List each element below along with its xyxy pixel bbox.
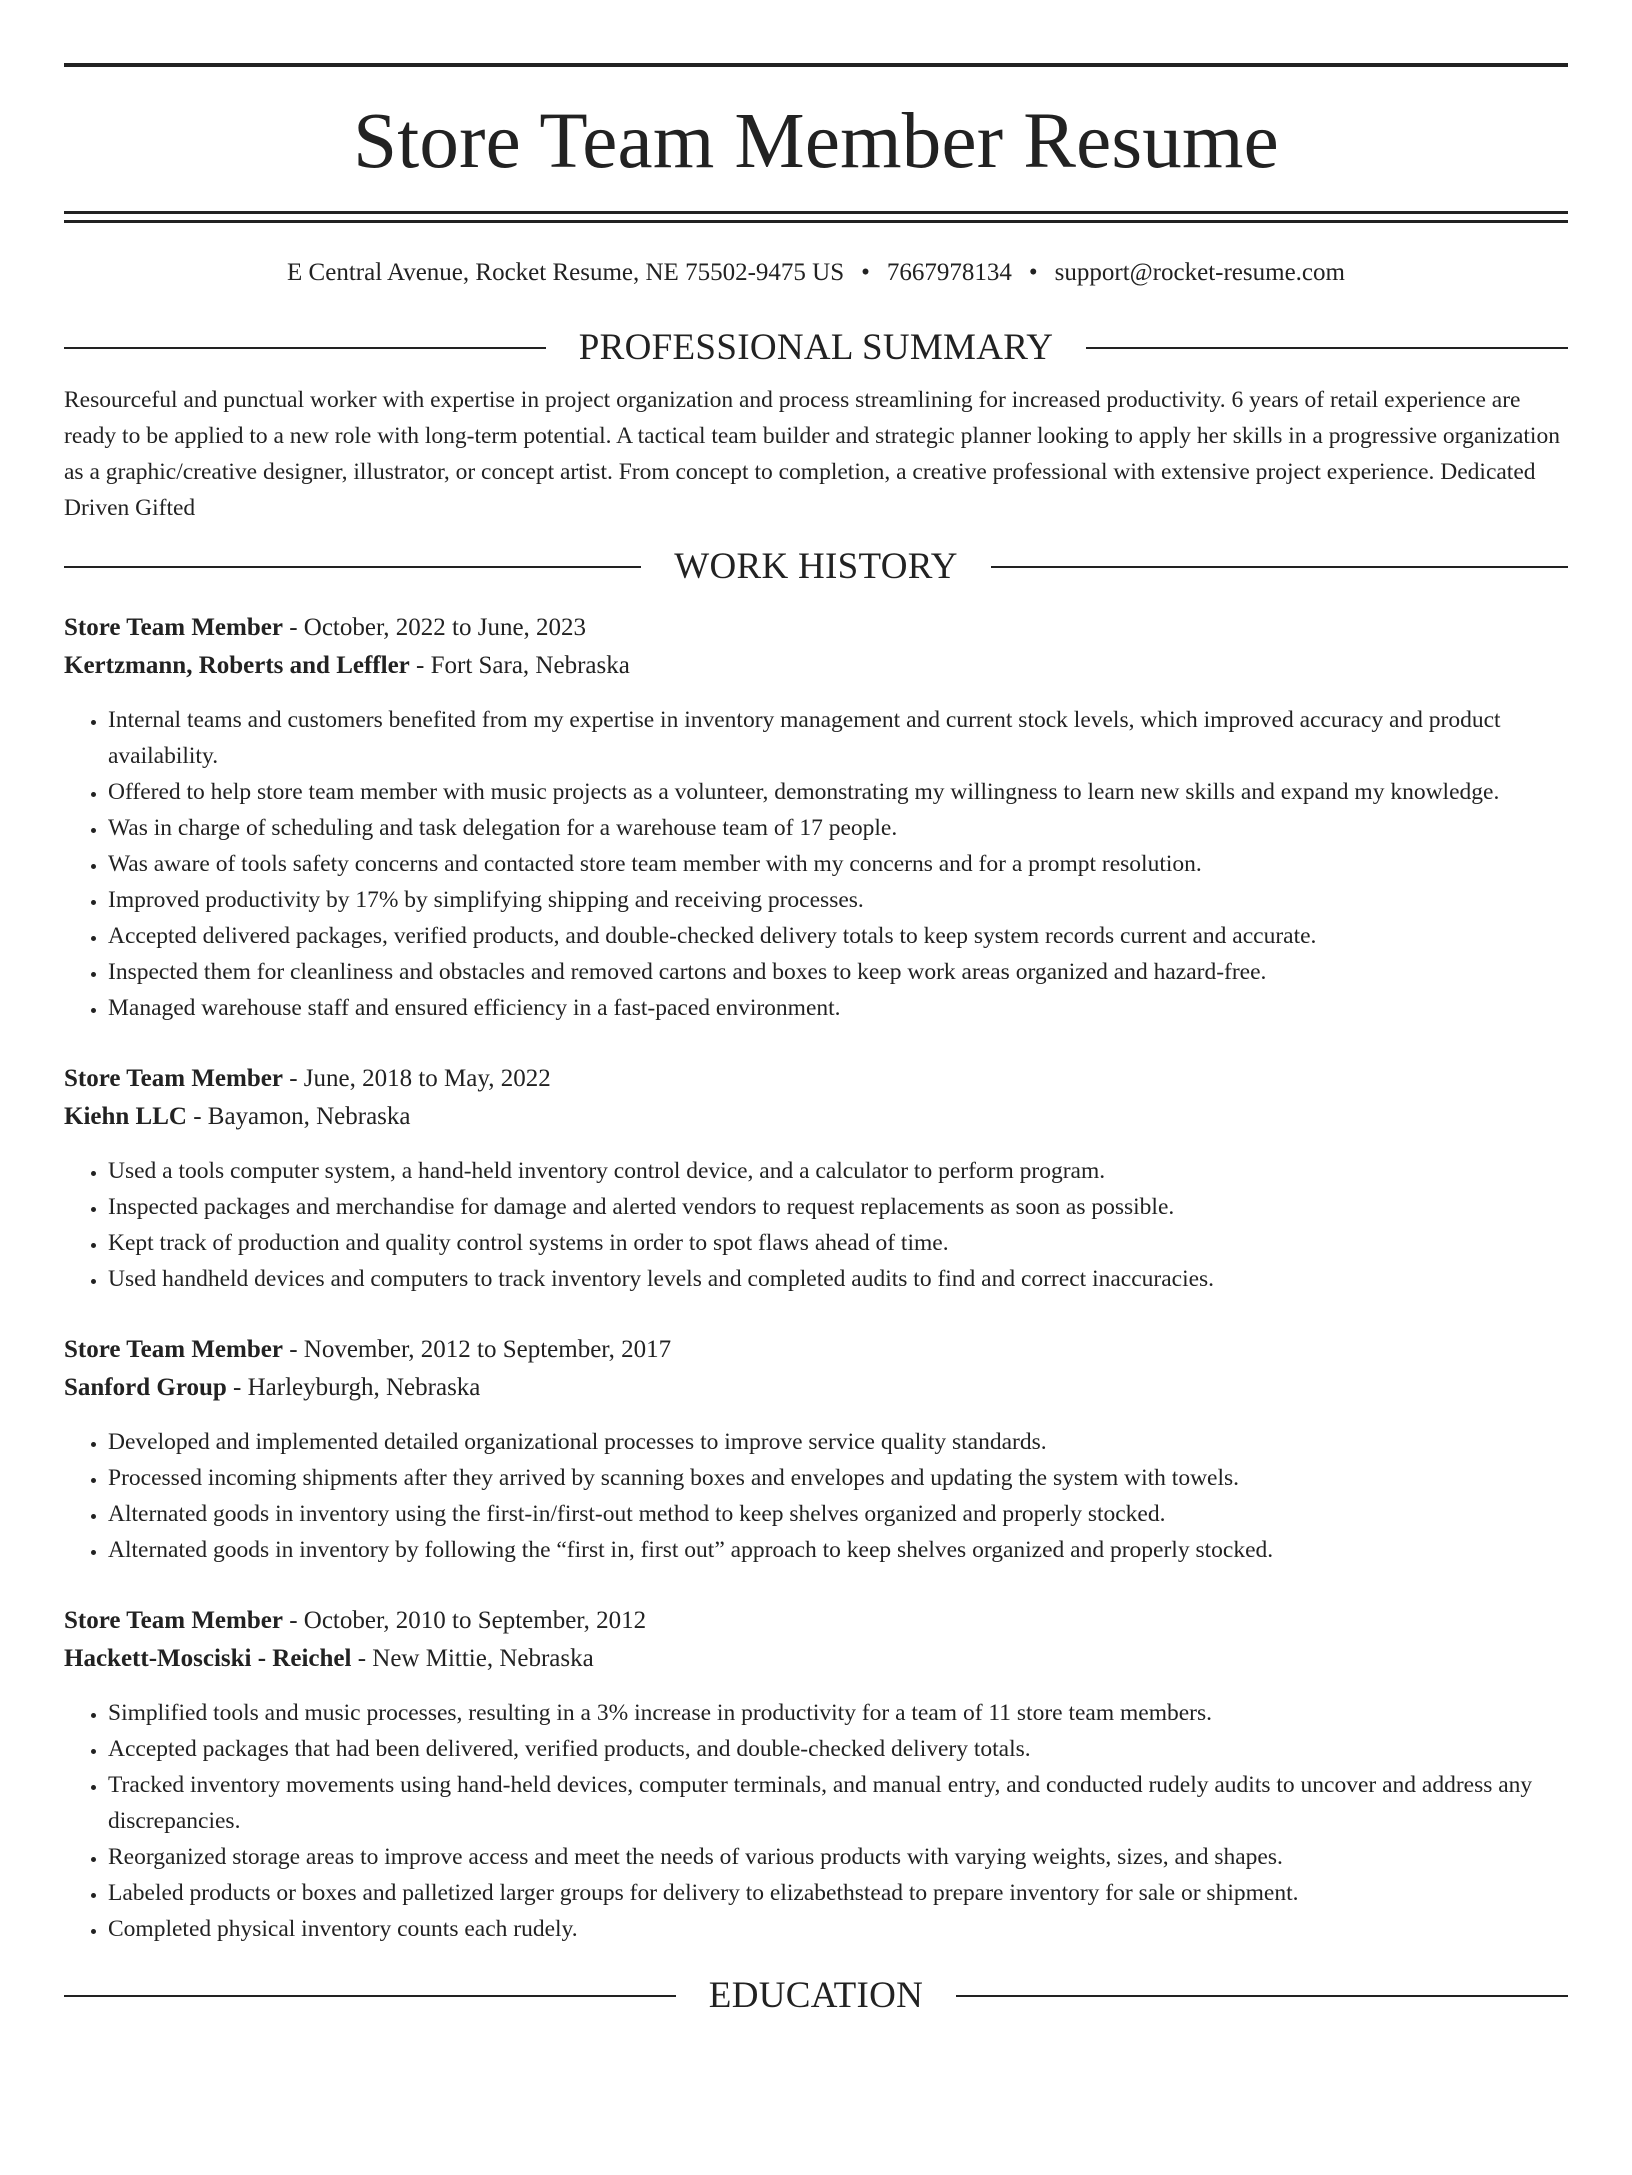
job-location: - Harleyburgh, Nebraska <box>226 1374 481 1401</box>
heading-rule <box>1086 347 1568 349</box>
job-company: Sanford Group <box>64 1374 227 1401</box>
job-bullets <box>64 1153 1568 1297</box>
job-entry <box>64 1060 1568 1297</box>
job-company: Kiehn LLC <box>64 1103 187 1130</box>
job-dates: - October, 2022 to June, 2023 <box>282 614 587 641</box>
list-item: • Labeled products or boxes and palletized larger groups for delivery to elizabethstead to prepare inventory for sale or shipment. <box>108 1875 1568 1911</box>
section-title: PROFESSIONAL SUMMARY <box>578 327 1054 368</box>
title-double-rule <box>64 211 1568 223</box>
job-company-line <box>64 647 1568 685</box>
list-item: • Was in charge of scheduling and task delegation for a warehouse team of 17 people. <box>108 810 1568 846</box>
list-item: • Simplified tools and music processes, resulting in a 3% increase in productivity for a team of 11 store team members. <box>108 1695 1568 1731</box>
list-item: • Tracked inventory movements using hand-held devices, computer terminals, and manual entry, and conducted rudely audits to uncover and address any discrepancies. <box>108 1767 1568 1839</box>
list-item: • Was aware of tools safety concerns and contacted store team member with my concerns and for a prompt resolution. <box>108 846 1568 882</box>
list-item: • Alternated goods in inventory by following the “first in, first out” approach to keep shelves organized and properly stocked. <box>108 1532 1568 1568</box>
heading-rule <box>991 566 1568 568</box>
list-item: • Kept track of production and quality control systems in order to spot flaws ahead of time. <box>108 1225 1568 1261</box>
list-item: • Used handheld devices and computers to track inventory levels and completed audits to find and correct inaccuracies. <box>108 1261 1568 1297</box>
list-item: • Used a tools computer system, a hand-held inventory control device, and a calculator to perform program. <box>108 1153 1568 1189</box>
contact-phone: 7667978134 <box>886 259 1012 286</box>
job-entry <box>64 609 1568 1026</box>
job-title-line <box>64 1060 1568 1098</box>
list-item: • Accepted packages that had been delivered, verified products, and double-checked delivery totals. <box>108 1731 1568 1767</box>
job-location: - Fort Sara, Nebraska <box>409 652 630 679</box>
contact-separator: • <box>861 259 870 286</box>
job-title: Store Team Member <box>64 1607 283 1634</box>
job-title: Store Team Member <box>64 1336 283 1363</box>
job-dates: - October, 2010 to September, 2012 <box>282 1607 647 1634</box>
job-entry <box>64 1602 1568 1947</box>
summary-text: Resourceful and punctual worker with expertise in project organization and process streamlining for increased productivity. 6 years of retail experience are ready to be applied to a new role with long-term potential. A tactical team builder and strategic planner looking to apply her skills in a progressive organization as a graphic/creative designer, illustrator, or concept artist. From concept to completion, a creative professional with extensive project experience. Dedicated Driven Gifted <box>64 387 1560 521</box>
list-item: • Offered to help store team member with music projects as a volunteer, demonstrating my willingness to learn new skills and expand my knowledge. <box>108 774 1568 810</box>
job-company: Hackett-Mosciski - Reichel <box>64 1645 352 1672</box>
list-item: • Managed warehouse staff and ensured efficiency in a fast-paced environment. <box>108 990 1568 1026</box>
job-bullets <box>64 1424 1568 1568</box>
job-location: - New Mittie, Nebraska <box>351 1645 594 1672</box>
list-item: • Alternated goods in inventory using the first-in/first-out method to keep shelves organized and properly stocked. <box>108 1496 1568 1532</box>
list-item: • Improved productivity by 17% by simplifying shipping and receiving processes. <box>108 882 1568 918</box>
job-company-line <box>64 1098 1568 1136</box>
job-bullets <box>64 702 1568 1026</box>
resume-page <box>0 63 1632 2175</box>
contact-separator: • <box>1028 259 1038 286</box>
list-item: • Completed physical inventory counts each rudely. <box>108 1911 1568 1947</box>
top-rule <box>64 63 1568 67</box>
heading-rule <box>64 347 546 349</box>
list-item: • Internal teams and customers benefited from my expertise in inventory management and current stock levels, which improved accuracy and product availability. <box>108 702 1568 774</box>
list-item: • Processed incoming shipments after they arrived by scanning boxes and envelopes and updating the system with towels. <box>108 1460 1568 1496</box>
job-bullets <box>64 1695 1568 1947</box>
heading-rule <box>956 1995 1568 1997</box>
section-heading-summary <box>64 329 1568 366</box>
contact-line <box>64 260 1568 285</box>
list-item: • Developed and implemented detailed organizational processes to improve service quality standards. <box>108 1424 1568 1460</box>
job-title-line <box>64 609 1568 647</box>
list-item: • Inspected them for cleanliness and obstacles and removed cartons and boxes to keep work areas organized and hazard-free. <box>108 954 1568 990</box>
contact-email: support@rocket-resume.com <box>1054 259 1345 286</box>
job-title: Store Team Member <box>64 1065 283 1092</box>
list-item: • Accepted delivered packages, verified products, and double-checked delivery totals to keep system records current and accurate. <box>108 918 1568 954</box>
job-company-line <box>64 1640 1568 1678</box>
job-title: Store Team Member <box>64 614 283 641</box>
job-company: Kertzmann, Roberts and Leffler <box>64 652 410 679</box>
job-title-line <box>64 1602 1568 1640</box>
heading-rule <box>64 1995 676 1997</box>
page-title: Store Team Member Resume <box>353 98 1279 185</box>
job-entry <box>64 1331 1568 1568</box>
section-title: EDUCATION <box>708 1975 924 2016</box>
section-heading-education <box>64 1977 1568 2014</box>
section-title: WORK HISTORY <box>674 546 958 587</box>
job-dates: - June, 2018 to May, 2022 <box>282 1065 551 1092</box>
job-company-line <box>64 1369 1568 1407</box>
section-heading-work <box>64 548 1568 585</box>
job-title-line <box>64 1331 1568 1369</box>
list-item: • Reorganized storage areas to improve access and meet the needs of various products with varying weights, sizes, and shapes. <box>108 1839 1568 1875</box>
heading-rule <box>64 566 641 568</box>
job-location: - Bayamon, Nebraska <box>186 1103 411 1130</box>
list-item: • Inspected packages and merchandise for damage and alerted vendors to request replacements as soon as possible. <box>108 1189 1568 1225</box>
contact-address: E Central Avenue, Rocket Resume, NE 75502-9475 US <box>287 259 845 286</box>
job-dates: - November, 2012 to September, 2017 <box>282 1336 672 1363</box>
